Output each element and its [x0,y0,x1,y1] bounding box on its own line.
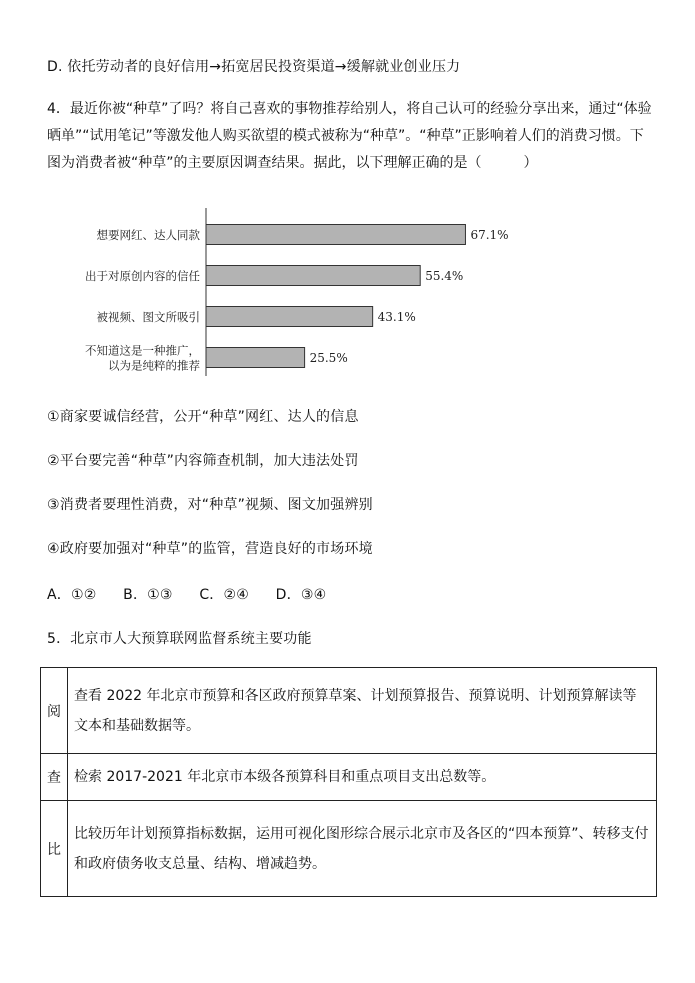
option-d[interactable]: D．③④ [275,587,327,603]
data-label: 25.5% [309,351,348,365]
row-key: 查 [41,754,68,801]
row-text: 查看 2022 年北京市预算和各区政府预算草案、计划预算报告、预算说明、计划预算解读等文本和基础数据等。 [68,668,657,754]
category-label: 想要网红、达人同款 [96,228,200,242]
survey-bar-chart [60,208,520,380]
statement-4: ④政府要加强对“种草”的监管，营造良好的市场环境 [47,541,373,557]
question-4-stem: 4．最近你被“种草”了吗？将自己喜欢的事物推荐给别人，将自己认可的经验分享出来，通过“体验晒单”“试用笔记”等激发他人购买欲望的模式被称为“种草”。“种草”正影响着人们的消费习惯。下图为消费者被“种草”的主要原因调查结果。据此，以下理解正确的是（ ） [47,101,652,171]
category-label: 被视频、图文所吸引 [96,310,200,324]
row-text: 检索 2017-2021 年北京市本级各预算科目和重点项目支出总数等。 [68,754,657,801]
statement-1: ①商家要诚信经营，公开“种草”网红、达人的信息 [47,409,359,425]
bar [206,307,373,327]
category-label: 不知道这是一种推广， [85,343,200,358]
question-5-title: 5．北京市人大预算联网监督系统主要功能 [47,631,312,647]
table-row [41,668,657,754]
bar [206,225,465,245]
row-text: 比较历年计划预算指标数据，运用可视化图形综合展示北京市及各区的“四本预算”、转移支付和政府债务收支总量、结构、增减趋势。 [68,801,657,897]
table-row [41,801,657,897]
data-label: 55.4% [425,269,464,283]
option-b[interactable]: B．①③ [123,587,173,603]
option-c[interactable]: C．②④ [199,587,249,603]
statement-3: ③消费者要理性消费，对“种草”视频、图文加强辨别 [47,497,373,513]
statement-2: ②平台要完善“种草”内容筛查机制，加大违法处罚 [47,453,359,469]
category-label: 以为是纯粹的推荐 [108,358,200,373]
table-row [41,754,657,801]
row-key: 阅 [41,668,68,754]
option-d-line: D. 依托劳动者的良好信用→拓宽居民投资渠道→缓解就业创业压力 [47,59,461,75]
option-a[interactable]: A．①② [47,587,97,603]
category-label: 出于对原创内容的信任 [85,269,200,283]
row-key: 比 [41,801,68,897]
bar [206,266,420,286]
data-label: 67.1% [470,228,509,242]
budget-functions-table [40,667,657,897]
data-label: 43.1% [377,310,416,324]
bar [206,348,305,368]
answer-options [47,584,326,604]
